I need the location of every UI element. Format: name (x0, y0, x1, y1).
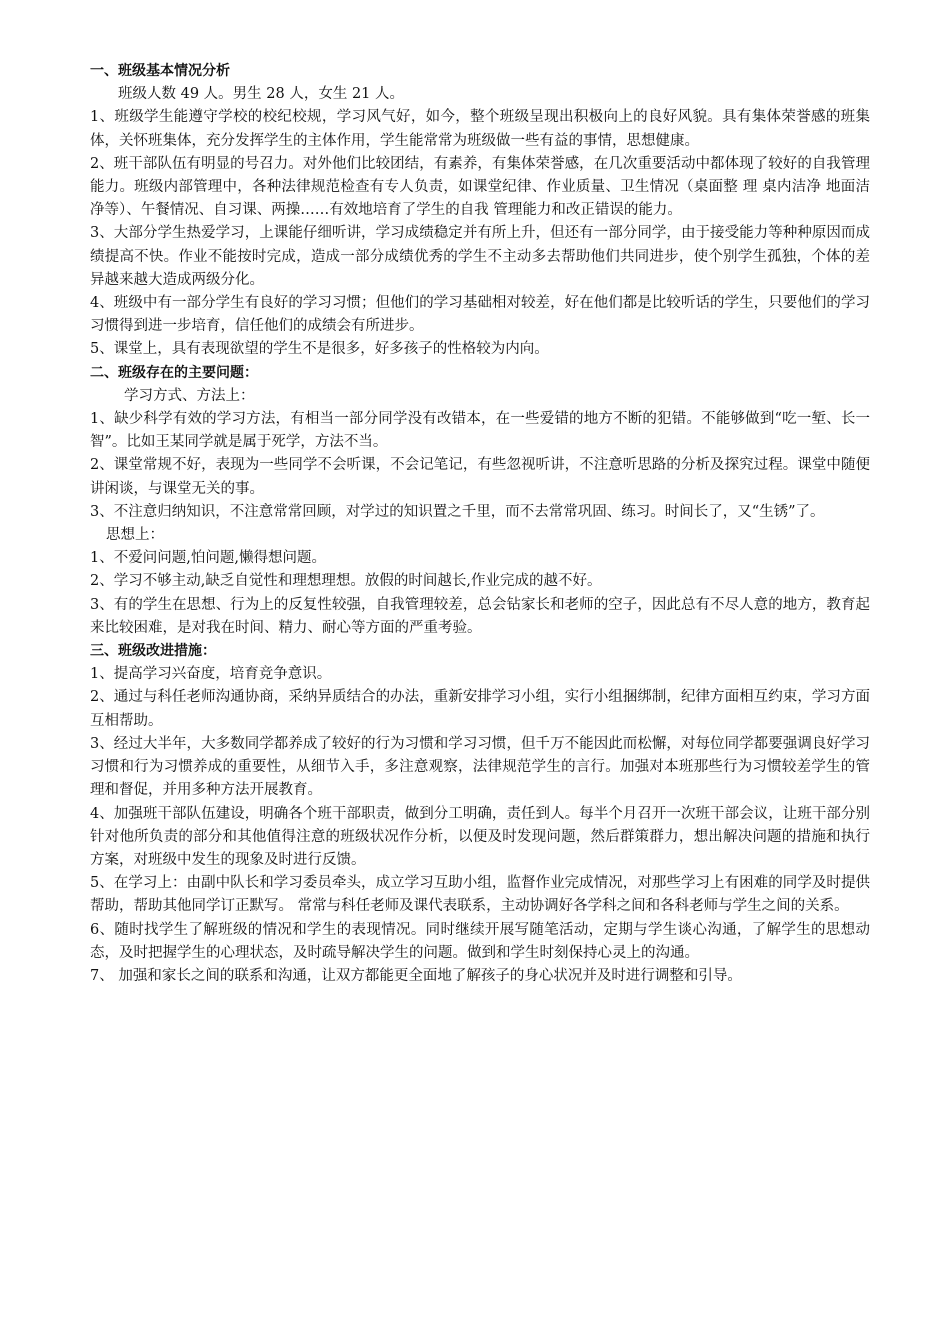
list-item: 4、加强班干部队伍建设，明确各个班干部职责，做到分工明确，责任到人。每半个月召开一次班干部会议，让班干部分别针对他所负责的部分和其他值得注意的班级状况作分析，以便及时发现问题，然后群策群力，想出解决问题的措施和执行方案，对班级中发生的现象及时进行反馈。 (90, 805, 870, 868)
list-item: 1、班级学生能遵守学校的校纪校规，学习风气好，如今，整个班级呈现出积极向上的良好风貌。具有集体荣誉感的班集体，关怀班集体，充分发挥学生的主体作用，学生能常常为班级做一些有益的事情，思想健康。 (90, 109, 870, 149)
list-item: 5、在学习上：由副中队长和学习委员牵头，成立学习互助小组，监督作业完成情况，对那些学习上有困难的同学及时提供帮助，帮助其他同学订正默写。 常常与科任老师及课代表联系，主动协调好各学科之间和各科老师与学生之间的关系。 (90, 875, 870, 915)
list-item: 3、大部分学生热爱学习，上课能仔细听讲，学习成绩稳定并有所上升，但还有一部分同学，由于接受能力等种种原因而成绩提高不快。作业不能按时完成，造成一部分成绩优秀的学生不主动多去帮助他们共同进步，使个别学生孤独，个体的差异越来越大造成两级分化。 (90, 225, 870, 288)
list-item: 1、缺少科学有效的学习方法，有相当一部分同学没有改错本，在一些爱错的地方不断的犯错。不能够做到“吃一堑、长一智”。比如王某同学就是属于死学，方法不当。 (90, 411, 870, 451)
list-item: 6、随时找学生了解班级的情况和学生的表现情况。同时继续开展写随笔活动，定期与学生谈心沟通，了解学生的思想动态，及时把握学生的心理状态，及时疏导解决学生的问题。做到和学生时刻保持心灵上的沟通。 (90, 921, 870, 961)
section3-heading: 三、班级改进措施： (90, 643, 216, 660)
list-item: 3、不注意归纳知识，不注意常常回顾，对学过的知识置之千里，而不去常常巩固、练习。时间长了，又“生锈”了。 (90, 503, 825, 520)
list-item: 2、课堂常规不好，表现为一些同学不会听课，不会记笔记，有些忽视听讲，不注意听思路的分析及探究过程。课堂中随便讲闲谈，与课堂无关的事。 (90, 457, 870, 497)
class-size-intro: 班级人数 49 人。男生 28 人，女生 21 人。 (118, 86, 405, 103)
section1-heading: 一、班级基本情况分析 (90, 63, 230, 79)
list-item: 4、班级中有一部分学生有良好的学习习惯；但他们的学习基础相对较差，好在他们都是比较听话的学生，只要他们的学习习惯得到进一步培育，信任他们的成绩会有所进步。 (90, 295, 870, 335)
section2-heading: 二、班级存在的主要问题： (90, 364, 258, 381)
document-page (90, 60, 870, 988)
list-item: 2、学习不够主动,缺乏自觉性和理想理想。放假的时间越长,作业完成的越不好。 (90, 573, 602, 590)
list-item: 3、经过大半年，大多数同学都养成了较好的行为习惯和学习习惯，但千万不能因此而松懈，对每位同学都要强调良好学习习惯和行为习惯养成的重要性，从细节入手，多注意观察，法律规范学生的言行。加强对本班那些行为习惯较差学生的管理和督促，并用多种方法开展教育。 (90, 735, 870, 799)
list-item: 1、不爱问问题,怕问题,懒得想问题。 (90, 550, 326, 567)
list-item: 7、 加强和家长之间的联系和沟通，让双方都能更全面地了解孩子的身心状况并及时进行调整和引导。 (90, 967, 742, 984)
list-item: 3、有的学生在思想、行为上的反复性较强，自我管理较差，总会钻家长和老师的空子，因此总有不尽人意的地方，教育起来比较困难，是对我在时间、精力、耐心等方面的严重考验。 (90, 596, 870, 636)
list-item: 2、班干部队伍有明显的号召力。对外他们比较团结，有素养，有集体荣誉感，在几次重要活动中都体现了较好的自我管理能力。班级内部管理中，各种法律规范检查有专人负责，如课堂纪律、作业质量、卫生情况（桌面整 理 桌内洁净 地面洁净等）、午餐情况、自习课、两操……有效地培育了学生的自我 管理能力和改正错误的能力。 (90, 155, 870, 219)
list-item: 5、课堂上，具有表现欲望的学生不是很多，好多孩子的性格较为内向。 (90, 341, 549, 358)
list-item: 1、提高学习兴奋度，培育竞争意识。 (90, 666, 332, 683)
subheading-thinking: 思想上： (106, 527, 164, 544)
subheading-methods: 学习方式、方法上： (124, 387, 255, 404)
list-item: 2、通过与科任老师沟通协商，采纳异质结合的办法，重新安排学习小组，实行小组捆绑制，纪律方面相互约束，学习方面互相帮助。 (90, 689, 870, 729)
